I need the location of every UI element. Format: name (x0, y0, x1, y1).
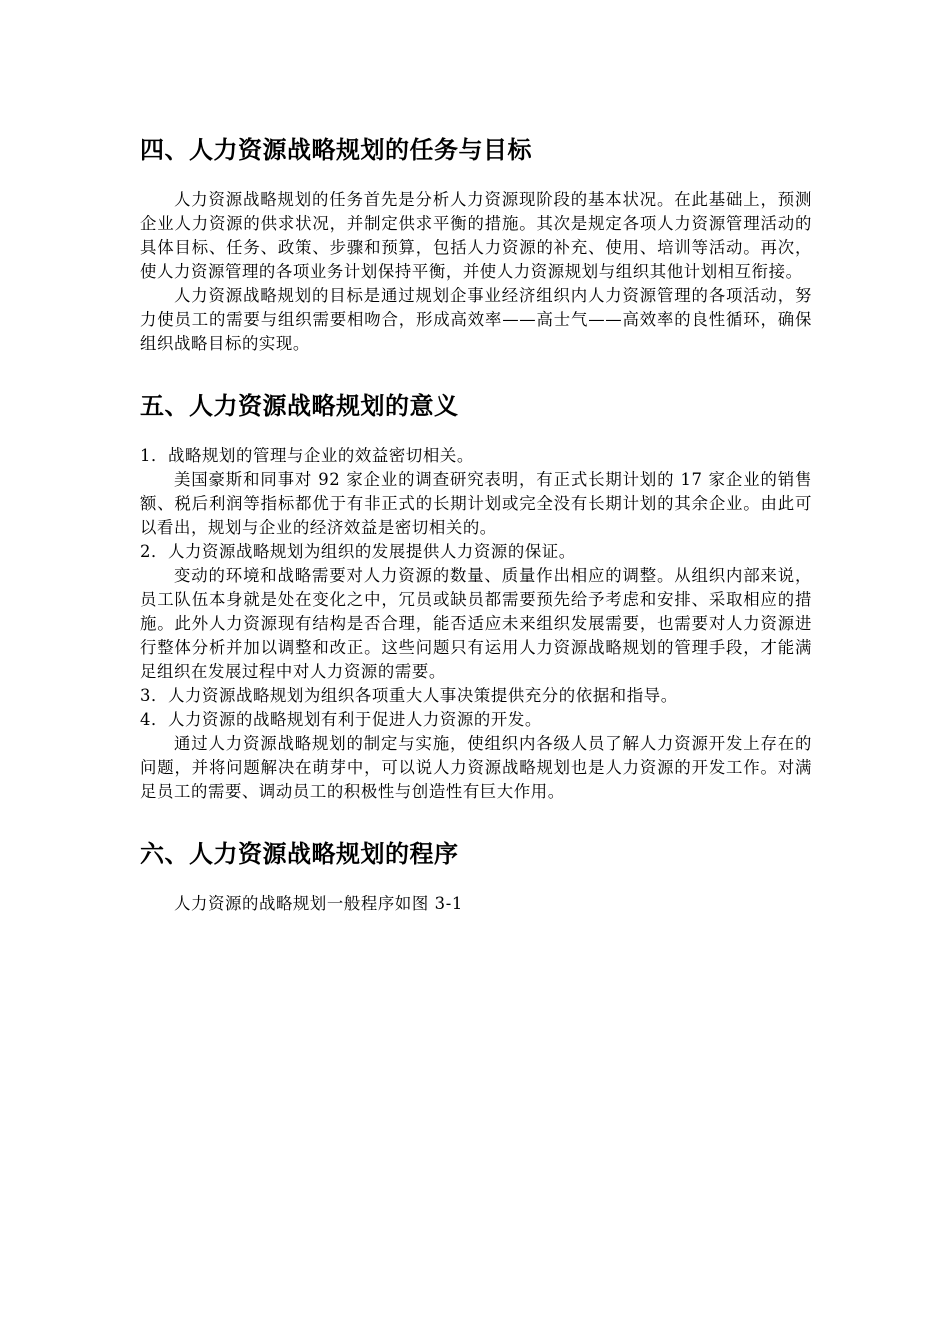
section-5-point-4-body: 通过人力资源战略规划的制定与实施，使组织内各级人员了解人力资源开发上存在的问题，并将问题解决在萌芽中，可以说人力资源战略规划也是人力资源的开发工作。对满足员工的需要、调动员工的积极性与创造性有巨大作用。 (140, 734, 812, 801)
section-heading-5: 五、人力资源战略规划的意义 (140, 392, 459, 420)
section-4-paragraph-1: 人力资源战略规划的任务首先是分析人力资源现阶段的基本状况。在此基础上，预测企业人力资源的供求状况，并制定供求平衡的措施。其次是规定各项人力资源管理活动的具体目标、任务、政策、步骤和预算，包括人力资源的补充、使用、培训等活动。再次，使人力资源管理的各项业务计划保持平衡，并使人力资源规划与组织其他计划相互衔接。 (140, 190, 812, 281)
section-heading-4: 四、人力资源战略规划的任务与目标 (140, 136, 532, 164)
section-5-point-1-body: 美国豪斯和同事对 92 家企业的调查研究表明，有正式长期计划的 17 家企业的销售额、税后利润等指标都优于有非正式的长期计划或完全没有长期计划的其余企业。由此可以看出，规划与企业的经济效益是密切相关的。 (140, 470, 812, 537)
document-page (140, 130, 812, 916)
section-5-point-2: 2．人力资源战略规划为组织的发展提供人力资源的保证。 (140, 542, 576, 561)
section-4-paragraph-2: 人力资源战略规划的目标是通过规划企事业经济组织内人力资源管理的各项活动，努力使员工的需要与组织需要相吻合，形成高效率——高士气——高效率的良性循环，确保组织战略目标的实现。 (140, 286, 812, 353)
section-5-point-3: 3．人力资源战略规划为组织各项重大人事决策提供充分的依据和指导。 (140, 686, 678, 705)
section-5-point-2-body: 变动的环境和战略需要对人力资源的数量、质量作出相应的调整。从组织内部来说，员工队伍本身就是处在变化之中，冗员或缺员都需要预先给予考虑和安排、采取相应的措施。此外人力资源现有结构是否合理，能否适应未来组织发展需要，也需要对人力资源进行整体分析并加以调整和改正。这些问题只有运用人力资源战略规划的管理手段，才能满足组织在发展过程中对人力资源的需要。 (140, 566, 812, 681)
section-5-point-4: 4．人力资源的战略规划有利于促进人力资源的开发。 (140, 710, 542, 729)
section-heading-6: 六、人力资源战略规划的程序 (140, 840, 459, 868)
section-6-paragraph-1: 人力资源的战略规划一般程序如图 3-1 (174, 894, 463, 913)
section-5-point-1: 1．战略规划的管理与企业的效益密切相关。 (140, 446, 474, 465)
